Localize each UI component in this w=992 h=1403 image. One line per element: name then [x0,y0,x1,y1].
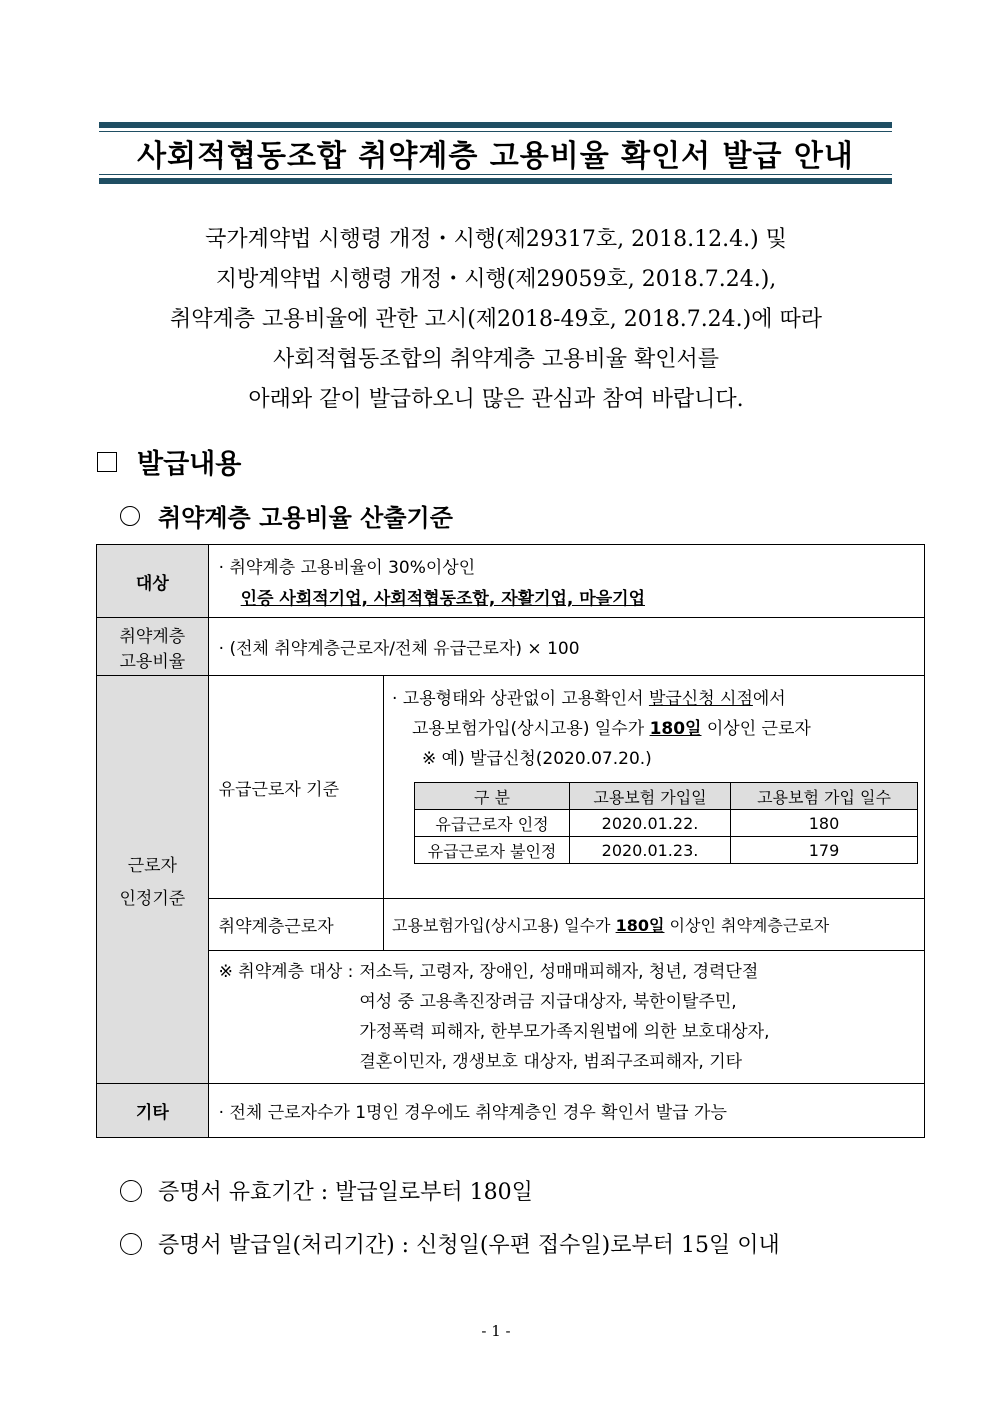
sub-heading [120,498,453,533]
paid-line1-a: · 고용형태와 상관없이 고용확인서 [392,689,649,709]
example-header: 고용보험 가입일 [570,783,731,810]
validity-note-text: 증명서 유효기간 : 발급일로부터 180일 [158,1180,533,1205]
paid-line2-b: 이상인 근로자 [701,719,811,739]
section-heading [97,442,241,481]
worker-label-line1: 근로자 [127,855,177,876]
row-label-etc: 기타 [97,1084,209,1138]
example-cell: 유급근로자 인정 [415,810,570,837]
row-label-worker [97,676,209,1084]
note-line: 결혼이민자, 갱생보호 대상자, 범죄구조피해자, 기타 [359,1052,743,1072]
note-line: 가정폭력 피해자, 한부모가족지원법에 의한 보호대상자, [359,1022,770,1042]
issue-date-note-text: 증명서 발급일(처리기간) : 신청일(우편 접수일)로부터 15일 이내 [158,1233,780,1258]
issue-date-note [120,1228,780,1259]
criteria-table [96,544,925,1138]
intro-line: 아래와 같이 발급하오니 많은 관심과 참여 바랍니다. [248,387,744,412]
vuln-label: 취약계층근로자 [208,899,383,951]
intro-line: 국가계약법 시행령 개정・시행(제29317호, 2018.12.4.) 및 [205,227,787,252]
ratio-formula: · (전체 취약계층근로자/전체 유급근로자) × 100 [208,618,924,676]
worker-label-line2: 인정기준 [119,888,186,909]
title-box [99,122,892,184]
paid-criteria-cell [384,676,925,899]
vuln-criteria [384,899,925,951]
intro-paragraph [0,220,992,420]
example-row [415,837,918,864]
ratio-label-line2: 고용비율 [119,651,186,672]
intro-line: 취약계층 고용비율에 관한 고시(제2018-49호, 2018.7.24.)에 따라 [169,307,823,332]
note-line: 여성 중 고용촉진장려금 지급대상자, 북한이탈주민, [359,992,737,1012]
example-table [414,782,918,864]
note-prefix: ※ 취약계층 대상 : [218,962,354,982]
etc-text: · 전체 근로자수가 1명인 경우에도 취약계층인 경우 확인서 발급 가능 [208,1084,924,1138]
example-cell: 2020.01.22. [570,810,731,837]
paid-line2 [412,714,918,744]
square-bullet-icon [97,452,117,472]
vuln-text-a: 고용보험가입(상시고용) 일수가 [392,916,616,935]
circle-bullet-icon [120,1233,142,1255]
validity-note [120,1175,533,1206]
circle-bullet-icon [120,1180,142,1202]
paid-line2-u: 180일 [649,719,702,739]
intro-line: 사회적협동조합의 취약계층 고용비율 확인서를 [272,347,720,372]
paid-line1-u: 발급신청 시점 [648,689,753,709]
note-line: 저소득, 고령자, 장애인, 성매매피해자, 청년, 경력단절 [359,962,759,982]
example-cell: 유급근로자 불인정 [415,837,570,864]
circle-bullet-icon [120,506,140,526]
section-heading-text: 발급내용 [137,449,242,480]
row-label-ratio [97,618,209,676]
target-line2: 인증 사회적기업, 사회적협동조합, 자활기업, 마을기업 [240,589,645,609]
example-cell: 179 [731,837,918,864]
example-cell: 2020.01.23. [570,837,731,864]
intro-line: 지방계약법 시행령 개정・시행(제29059호, 2018.7.24.), [215,267,777,292]
row-label-target: 대상 [97,545,209,618]
paid-line1 [392,684,918,714]
example-header: 구 분 [415,783,570,810]
target-line1: · 취약계층 고용비율이 30%이상인 [218,558,476,578]
example-cell: 180 [731,810,918,837]
example-row [415,810,918,837]
example-header: 고용보험 가입 일수 [731,783,918,810]
paid-label: 유급근로자 기준 [208,676,383,899]
page-title: 사회적협동조합 취약계층 고용비율 확인서 발급 안내 [137,139,854,174]
vuln-text-b: 이상인 취약계층근로자 [664,916,830,935]
target-cell [208,545,924,618]
paid-line3: ※ 예) 발급신청(2020.07.20.) [422,749,652,769]
page-number: - 1 - [481,1322,511,1340]
ratio-label-line1: 취약계층 [119,626,186,647]
paid-line2-a: 고용보험가입(상시고용) 일수가 [412,719,650,739]
vuln-text-u: 180일 [615,916,665,935]
vuln-target-note [208,951,924,1084]
sub-heading-text: 취약계층 고용비율 산출기준 [158,504,453,532]
paid-line1-b: 에서 [752,689,786,709]
title-inner [99,131,892,175]
